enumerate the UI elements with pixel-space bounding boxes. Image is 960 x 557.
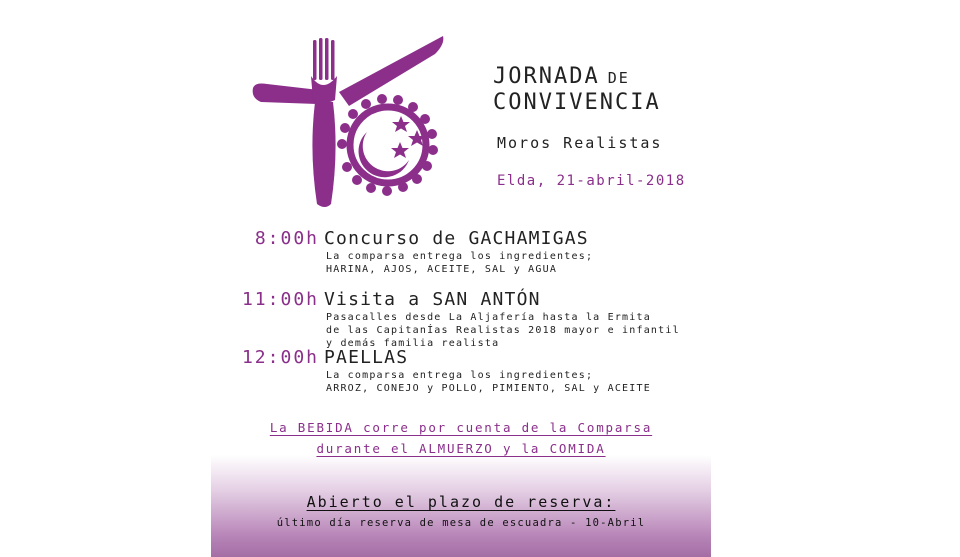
- reservation-title: Abierto el plazo de reserva:: [306, 493, 616, 511]
- event-description-line: HARINA, AJOS, ACEITE, SAL y AGUA: [326, 264, 558, 275]
- event-date: Elda, 21-abril-2018: [497, 173, 686, 189]
- event-description-line: y demás familia realista: [326, 338, 500, 349]
- event-title: Visita a SAN ANTÓN: [324, 289, 541, 310]
- event-time: 11:00h: [241, 289, 319, 310]
- poster: [211, 0, 711, 557]
- title-line-2: CONVIVENCIA: [493, 90, 661, 115]
- event-description-line: La comparsa entrega los ingredientes;: [326, 251, 594, 262]
- title-de: DE: [607, 69, 630, 87]
- title-line-1: [493, 66, 661, 88]
- event-description-line: La comparsa entrega los ingredientes;: [326, 370, 594, 381]
- event-title: Concurso de GACHAMIGAS: [324, 228, 589, 249]
- event-description: [326, 369, 651, 395]
- event-description: [326, 250, 593, 276]
- event-description-line: Pasacalles desde La Aljafería hasta la Ermita: [326, 312, 651, 323]
- reservation-deadline: último día reserva de mesa de escuadra - 10-Abril: [276, 517, 646, 529]
- title-jornada: JORNADA: [493, 64, 600, 89]
- event-time: 8:00h: [254, 228, 319, 249]
- drinks-line-1: La BEBIDA corre por cuenta de la Comparsa: [269, 420, 653, 435]
- event-description-line: ARROZ, CONEJO y POLLO, PIMIENTO, SAL y ACEITE: [326, 383, 651, 394]
- drinks-note: [211, 417, 711, 459]
- event-description: [326, 311, 680, 350]
- event-title: PAELLAS: [324, 347, 409, 368]
- drinks-line-2: durante el ALMUERZO y la COMIDA: [316, 441, 606, 456]
- subtitle: Moros Realistas: [497, 134, 663, 152]
- cutlery-moon-stars-logo-icon: [247, 32, 447, 212]
- event-time: 12:00h: [241, 347, 319, 368]
- event-description-line: de las CapitanÍas Realistas 2018 mayor e infantil: [326, 325, 680, 336]
- poster-title: [493, 66, 661, 114]
